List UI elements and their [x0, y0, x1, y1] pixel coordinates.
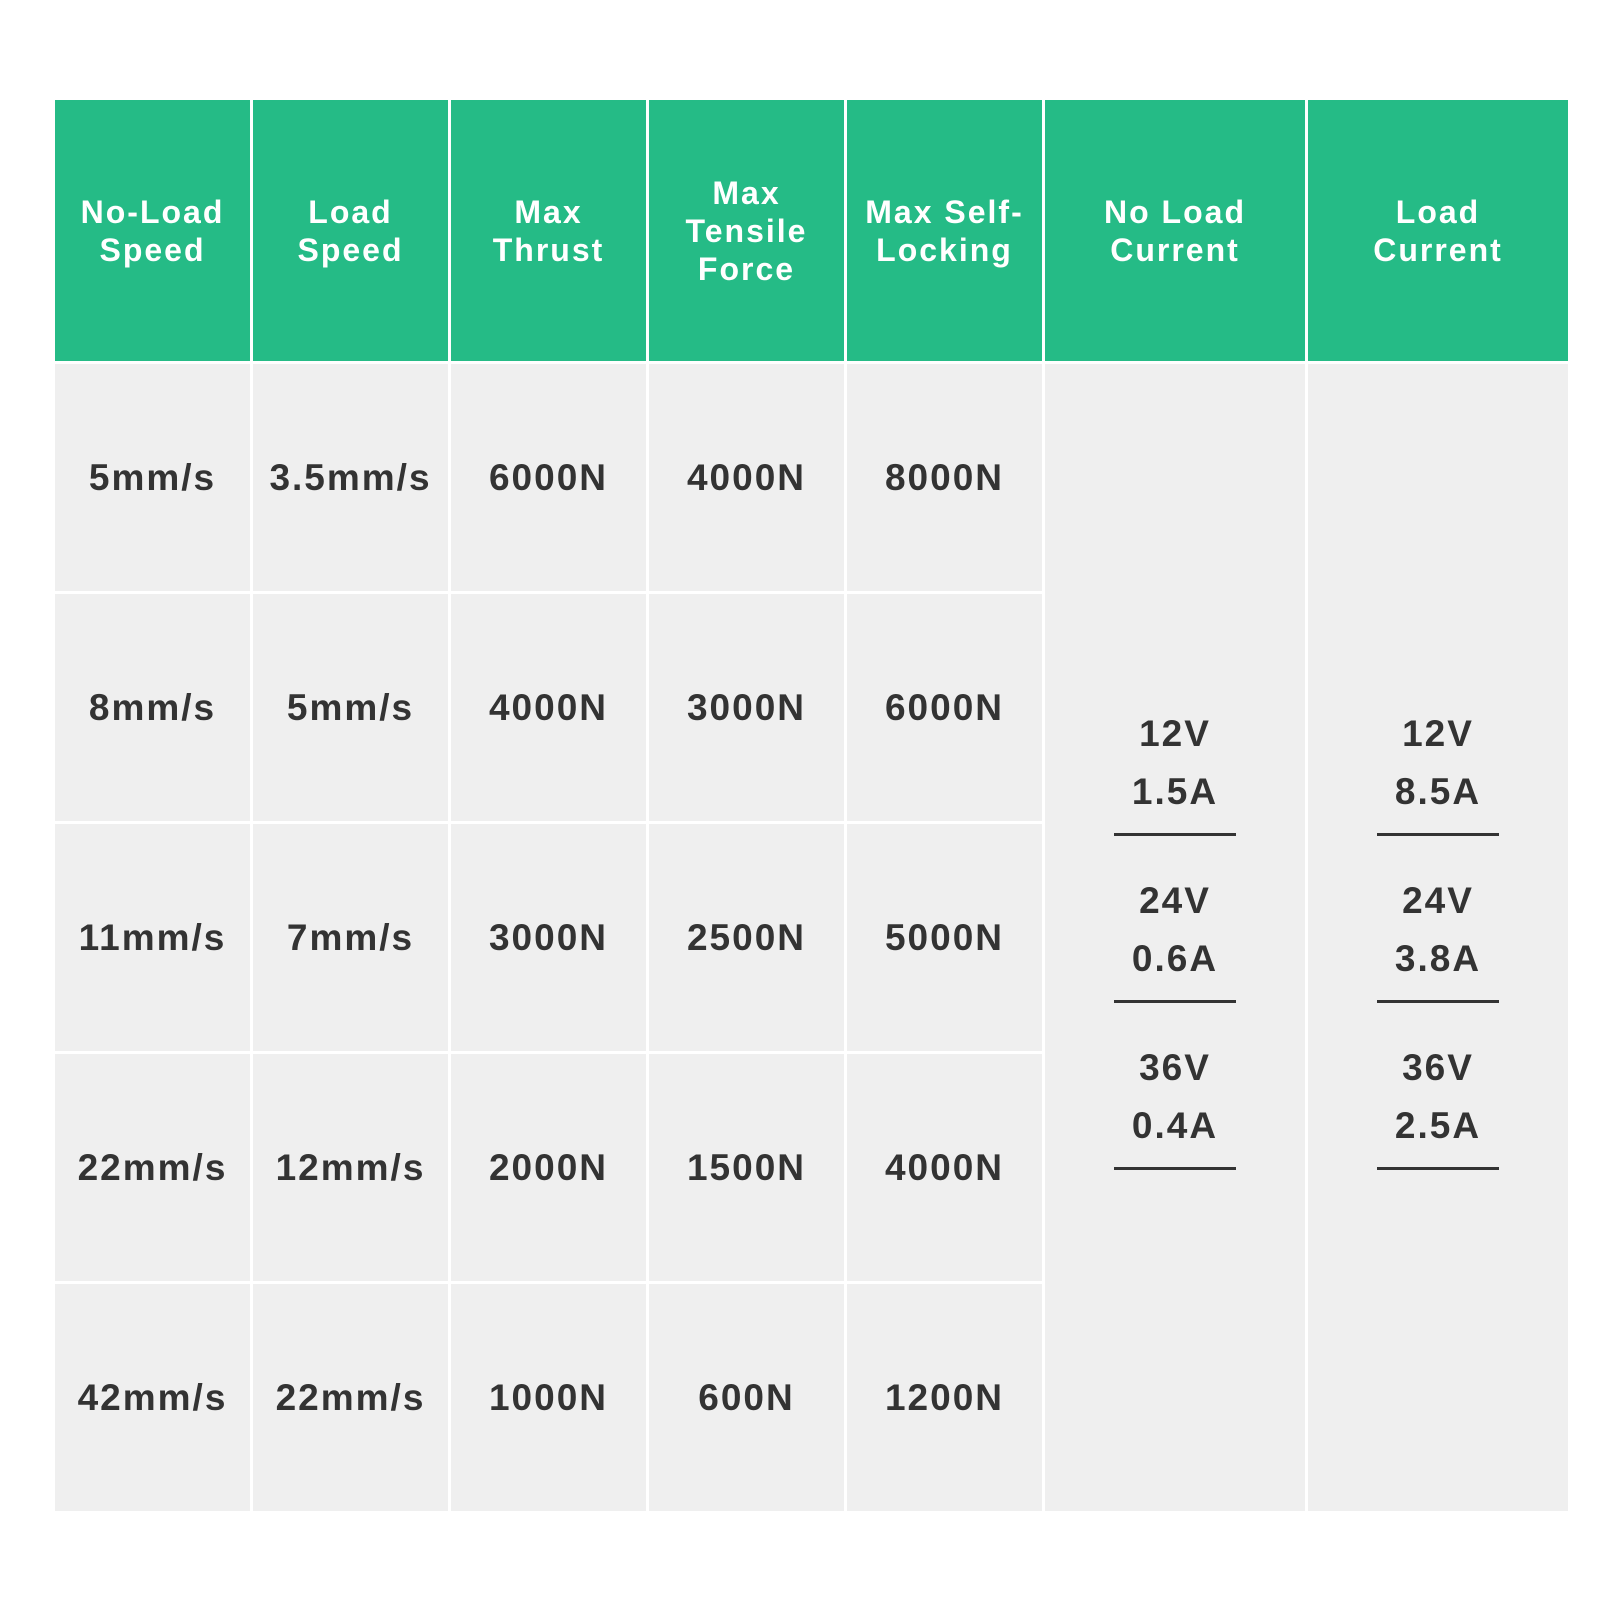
cell-max-self-locking: 8000N [847, 364, 1042, 591]
current-entry [1377, 1039, 1499, 1170]
voltage-value: 36V [1402, 1047, 1474, 1088]
current-value: 8.5A [1394, 771, 1482, 812]
cell-no-load-speed: 8mm/s [55, 594, 250, 821]
header-line: Thrust [492, 231, 605, 268]
cell-max-self-locking: 4000N [847, 1054, 1042, 1281]
cell-max-tensile-force: 3000N [649, 594, 844, 821]
voltage-value: 24V [1139, 880, 1211, 921]
current-entry [1377, 872, 1499, 1003]
voltage-value: 12V [1139, 713, 1211, 754]
current-entry [1377, 705, 1499, 836]
cell-no-load-speed: 11mm/s [55, 824, 250, 1051]
current-entry [1114, 705, 1236, 836]
cell-max-self-locking: 5000N [847, 824, 1042, 1051]
header-line: Locking [876, 231, 1013, 268]
header-line: No Load [1104, 193, 1246, 230]
header-load-current [1308, 100, 1568, 361]
cell-load-speed: 7mm/s [253, 824, 448, 1051]
current-value: 0.6A [1131, 938, 1219, 979]
cell-max-tensile-force: 4000N [649, 364, 844, 591]
voltage-value: 36V [1139, 1047, 1211, 1088]
header-line: Max [712, 174, 781, 211]
current-value: 3.8A [1394, 938, 1482, 979]
header-line: Load [308, 193, 393, 230]
header-line: Current [1110, 231, 1240, 268]
cell-max-self-locking: 1200N [847, 1284, 1042, 1511]
voltage-value: 12V [1402, 713, 1474, 754]
cell-max-thrust: 6000N [451, 364, 646, 591]
current-value: 1.5A [1131, 771, 1219, 812]
header-line: Tensile [685, 212, 808, 249]
current-entry [1114, 1039, 1236, 1170]
cell-max-tensile-force: 600N [649, 1284, 844, 1511]
current-entry [1114, 872, 1236, 1003]
header-max-thrust [451, 100, 646, 361]
cell-no-load-speed: 5mm/s [55, 364, 250, 591]
header-line: Current [1373, 231, 1503, 268]
header-line: Max [514, 193, 583, 230]
header-load-speed [253, 100, 448, 361]
cell-max-thrust: 1000N [451, 1284, 646, 1511]
no-load-current-column [1045, 364, 1305, 1511]
current-value: 0.4A [1131, 1105, 1219, 1146]
voltage-value: 24V [1402, 880, 1474, 921]
header-max-tensile-force [649, 100, 844, 361]
cell-load-speed: 22mm/s [253, 1284, 448, 1511]
current-value: 2.5A [1394, 1105, 1482, 1146]
spec-table [55, 100, 1565, 1511]
load-current-column [1308, 364, 1568, 1511]
header-max-self-locking [847, 100, 1042, 361]
header-line: Speed [99, 231, 206, 268]
cell-max-thrust: 3000N [451, 824, 646, 1051]
cell-max-thrust: 2000N [451, 1054, 646, 1281]
header-line: Max Self- [865, 193, 1024, 230]
cell-load-speed: 3.5mm/s [253, 364, 448, 591]
cell-no-load-speed: 42mm/s [55, 1284, 250, 1511]
cell-max-self-locking: 6000N [847, 594, 1042, 821]
cell-max-tensile-force: 1500N [649, 1054, 844, 1281]
header-no-load-speed [55, 100, 250, 361]
cell-load-speed: 5mm/s [253, 594, 448, 821]
cell-no-load-speed: 22mm/s [55, 1054, 250, 1281]
header-line: Load [1395, 193, 1481, 230]
header-no-load-current [1045, 100, 1305, 361]
cell-load-speed: 12mm/s [253, 1054, 448, 1281]
cell-max-thrust: 4000N [451, 594, 646, 821]
header-line: Force [697, 250, 796, 287]
header-line: No-Load [80, 193, 225, 230]
header-line: Speed [297, 231, 404, 268]
cell-max-tensile-force: 2500N [649, 824, 844, 1051]
